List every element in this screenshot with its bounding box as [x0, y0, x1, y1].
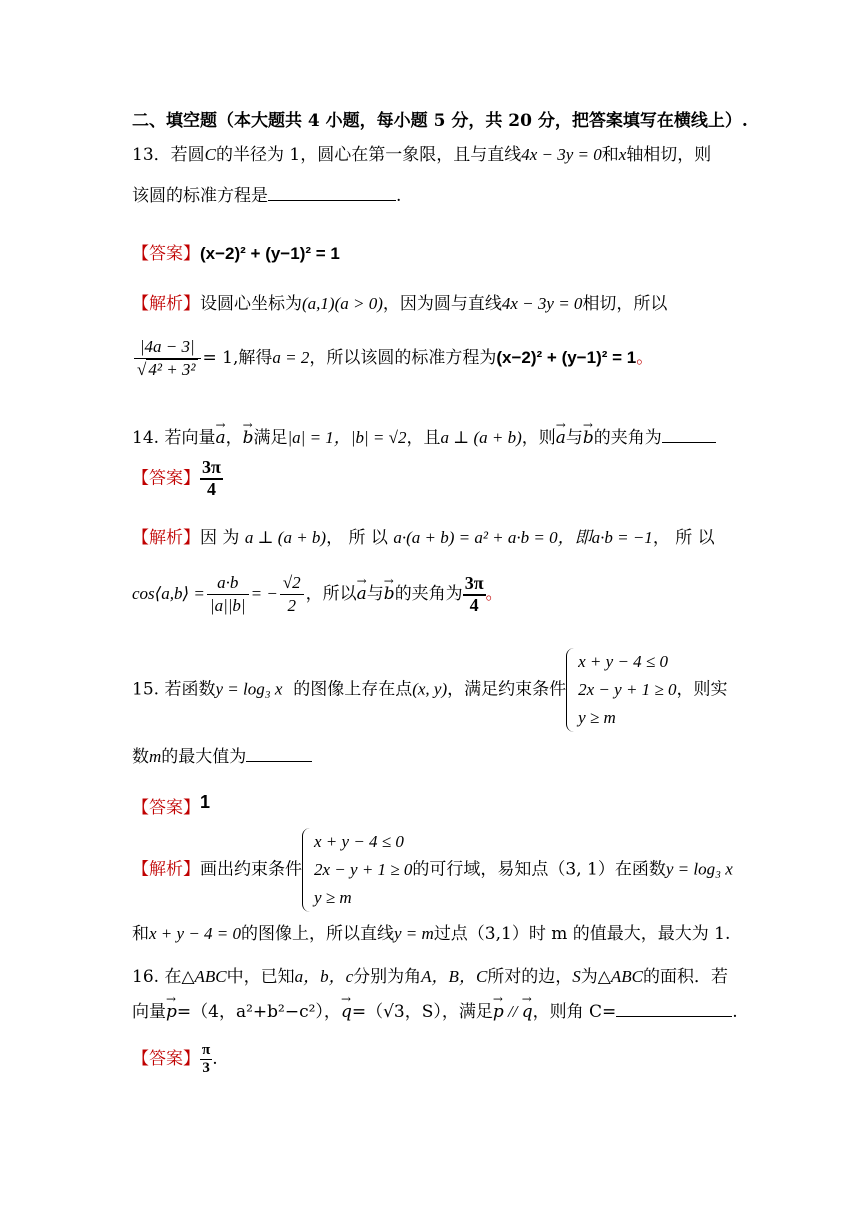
- fraction-numerator: π: [202, 1042, 211, 1058]
- constraint-row: x + y − 4 ≤ 0: [578, 652, 669, 671]
- q13-solution-result: (x−2)² + (y−1)² = 1: [496, 348, 637, 368]
- q14-fraction-root: [280, 572, 304, 617]
- vector-b: → b: [384, 584, 395, 604]
- q15-math: x + y − 4 = 0: [149, 924, 242, 943]
- q15-solution-line1: [132, 828, 733, 912]
- q14-text: 的夹角为: [593, 428, 662, 448]
- answer-tag: 【答案】: [132, 244, 200, 264]
- q13-text: 轴相切，则: [626, 145, 712, 165]
- vector-q: → q: [522, 1002, 533, 1022]
- answer-tag: 【答案】: [132, 1048, 200, 1069]
- q16-text: 分别为角: [353, 967, 422, 987]
- q14-text: ， 所 以: [326, 528, 388, 548]
- q15-text: 的可行域，易知点（3, 1）在函数: [412, 859, 666, 880]
- q14-text: ，且: [406, 428, 441, 448]
- q13-fraction: [134, 336, 201, 381]
- q15-text: 15. 若函数: [132, 679, 216, 700]
- q15-math: y = m: [394, 924, 434, 943]
- q14-text: ，所以: [305, 584, 357, 605]
- q14-math: a·(a + b) = a² + a·b = 0，即a·b = −1: [393, 528, 653, 547]
- q14-fraction-cos: [207, 572, 249, 617]
- q15-math: m: [149, 747, 162, 766]
- q13-text: 的半径为 1，圆心在第一象限，且与直线: [215, 145, 522, 165]
- fraction-numerator: 3π: [463, 574, 486, 596]
- q13-answer-line: [132, 244, 340, 264]
- vector-p: → p: [493, 1002, 504, 1022]
- q15-math: y = log₃ x: [215, 679, 283, 699]
- q13-math: 4x − 3y = 0: [521, 145, 602, 164]
- q16-math: //: [503, 1002, 522, 1021]
- q16-answer-line: [132, 1042, 218, 1076]
- q14-math: cos⟨a,b⟩ =: [132, 584, 205, 604]
- q13-math: (a,1)(a > 0): [302, 294, 383, 313]
- q15-text: 画出约束条件: [200, 859, 302, 880]
- constraint-row: x + y − 4 ≤ 0: [314, 832, 404, 851]
- q16-math: a，b，c: [294, 967, 354, 986]
- q13-solution-line1: [132, 294, 667, 314]
- q13-text: = 1,解得: [202, 348, 273, 369]
- q16-stem-line2: [132, 1002, 738, 1022]
- answer-tag: 【答案】: [132, 798, 200, 818]
- q14-text: ，则: [521, 428, 556, 448]
- q14-text: 因 为: [200, 528, 240, 548]
- q16-text: =（√3，S），满足: [351, 1002, 493, 1022]
- sqrt-content: 4² + 3²: [148, 360, 196, 380]
- section-title: 二、填空题（本大题共 4 小题，每小题 5 分，共 20 分，把答案填写在横线上）.: [132, 111, 748, 131]
- q16-text: =（4，a²+b²−c²），: [176, 1002, 341, 1022]
- q15-text: ，则实: [676, 679, 728, 700]
- q13-text: 13．若圆: [132, 145, 205, 165]
- constraint-row: 2x − y + 1 ≥ 0: [314, 860, 413, 880]
- q13-text: 该圆的标准方程是: [132, 186, 268, 206]
- q13-text: 。: [636, 348, 654, 369]
- q13-text: ，所以该圆的标准方程为: [309, 348, 497, 369]
- q14-stem-line1: [132, 428, 716, 448]
- q14-math: |a| = 1，|b| = √2: [287, 428, 407, 447]
- q13-text: .: [396, 186, 402, 206]
- q15-text: 的图像上，所以直线: [241, 924, 395, 944]
- q13-math: C: [204, 145, 216, 164]
- q15-solution-line2: [132, 924, 730, 944]
- q14-text: ，: [225, 428, 243, 448]
- fraction-numerator: |4a − 3|: [134, 336, 201, 359]
- vector-a: → a: [556, 428, 566, 448]
- q15-text: 和: [132, 924, 149, 944]
- q15-text: 的最大值为: [161, 747, 247, 767]
- q16-text: 所对的边，: [487, 967, 573, 987]
- q13-stem-line1: [132, 145, 711, 165]
- fraction-numerator: √2: [280, 572, 304, 595]
- q15-answer-line: [132, 792, 211, 818]
- q16-answer-fraction: [200, 1042, 212, 1076]
- q13-text: 设圆心坐标为: [200, 294, 302, 314]
- q15-constraint-system: [566, 648, 676, 732]
- q15-answer-blank: [246, 747, 312, 762]
- fraction-denominator: 2: [287, 596, 296, 616]
- q13-answer: (x−2)² + (y−1)² = 1: [200, 244, 340, 263]
- analysis-tag: 【解析】: [132, 528, 200, 548]
- q14-text: 。: [485, 584, 503, 605]
- fraction-denominator: |a||b|: [209, 596, 246, 616]
- analysis-tag: 【解析】: [132, 859, 200, 880]
- fraction-denominator: √ 4² + 3²: [137, 360, 196, 380]
- q14-math: a ⊥ (a + b): [440, 428, 522, 447]
- q16-text: ，则角 C=: [532, 1002, 617, 1022]
- q16-math: ABC: [194, 967, 227, 986]
- q16-text: 为△: [580, 967, 611, 987]
- q14-solution-fraction: [463, 574, 486, 616]
- q13-solution-line2: [132, 336, 653, 381]
- q13-math: a = 2: [272, 348, 310, 368]
- fraction-denominator: 3: [202, 1059, 210, 1076]
- constraint-row: y ≥ m: [578, 708, 616, 728]
- q14-text: 与: [366, 584, 384, 605]
- q14-solution-line1: [132, 528, 715, 548]
- q15-text: 过点（3,1）时 m 的值最大，最大为 1.: [433, 924, 731, 944]
- vector-b: → b: [243, 428, 254, 448]
- q16-stem-line1: [132, 967, 728, 987]
- q16-text: 16. 在△: [132, 967, 195, 987]
- q16-math: A，B，C: [421, 967, 488, 986]
- q14-text: 的夹角为: [394, 584, 463, 605]
- q15-math: y = log₃ x: [665, 859, 733, 879]
- fraction-numerator: 3π: [200, 458, 223, 480]
- q15-stem-line1: [132, 648, 728, 732]
- answer-tag: 【答案】: [132, 468, 200, 489]
- q15-text: ，满足约束条件: [447, 679, 567, 700]
- q14-solution-line2: [132, 572, 503, 617]
- q14-text: ， 所 以: [652, 528, 715, 548]
- fraction-numerator: a·b: [207, 572, 249, 595]
- q14-math: a ⊥ (a + b): [244, 528, 327, 547]
- constraint-row: y ≥ m: [314, 888, 352, 908]
- vector-a: → a: [215, 428, 225, 448]
- q16-text: 的面积．若: [642, 967, 728, 987]
- q15-text: 的图像上存在点: [293, 679, 413, 700]
- fraction-denominator: 4: [206, 478, 216, 499]
- fraction-denominator: 4: [469, 594, 479, 615]
- q14-answer-blank: [662, 428, 716, 443]
- q15-math: (x, y): [412, 679, 448, 699]
- q13-stem-line2: [132, 186, 401, 206]
- brace: [566, 648, 577, 732]
- q16-text: .: [212, 1048, 218, 1069]
- q14-answer-line: [132, 458, 223, 500]
- vector-p: → p: [166, 1002, 177, 1022]
- q13-math: 4x − 3y = 0: [501, 294, 583, 313]
- q14-answer-fraction: [200, 458, 223, 500]
- q14-text: 14. 若向量: [132, 428, 216, 448]
- q16-text: .: [732, 1002, 738, 1022]
- q16-text: 中，已知: [226, 967, 295, 987]
- q13-math: x: [618, 145, 627, 164]
- q15-answer: 1: [200, 792, 211, 812]
- q13-text: 和: [601, 145, 619, 165]
- q16-answer-blank: [616, 1002, 732, 1017]
- analysis-tag: 【解析】: [132, 294, 200, 314]
- brace: [302, 828, 313, 912]
- q14-text: 满足: [253, 428, 288, 448]
- q16-text: 向量: [132, 1002, 166, 1022]
- q13-text: 相切，所以: [582, 294, 668, 314]
- q14-math: = −: [250, 584, 278, 604]
- q16-math: S: [572, 967, 581, 986]
- vector-b: → b: [583, 428, 594, 448]
- q13-answer-blank: [268, 186, 396, 201]
- q16-math: ABC: [610, 967, 643, 986]
- q14-text: 与: [565, 428, 583, 448]
- vector-a: → a: [357, 584, 367, 604]
- vector-q: → q: [341, 1002, 352, 1022]
- q13-text: ，因为圆与直线: [382, 294, 502, 314]
- constraint-row: 2x − y + 1 ≥ 0: [578, 680, 677, 700]
- q15-constraint-system: [302, 828, 412, 912]
- q15-text: 数: [132, 747, 149, 767]
- q15-stem-line2: [132, 747, 312, 767]
